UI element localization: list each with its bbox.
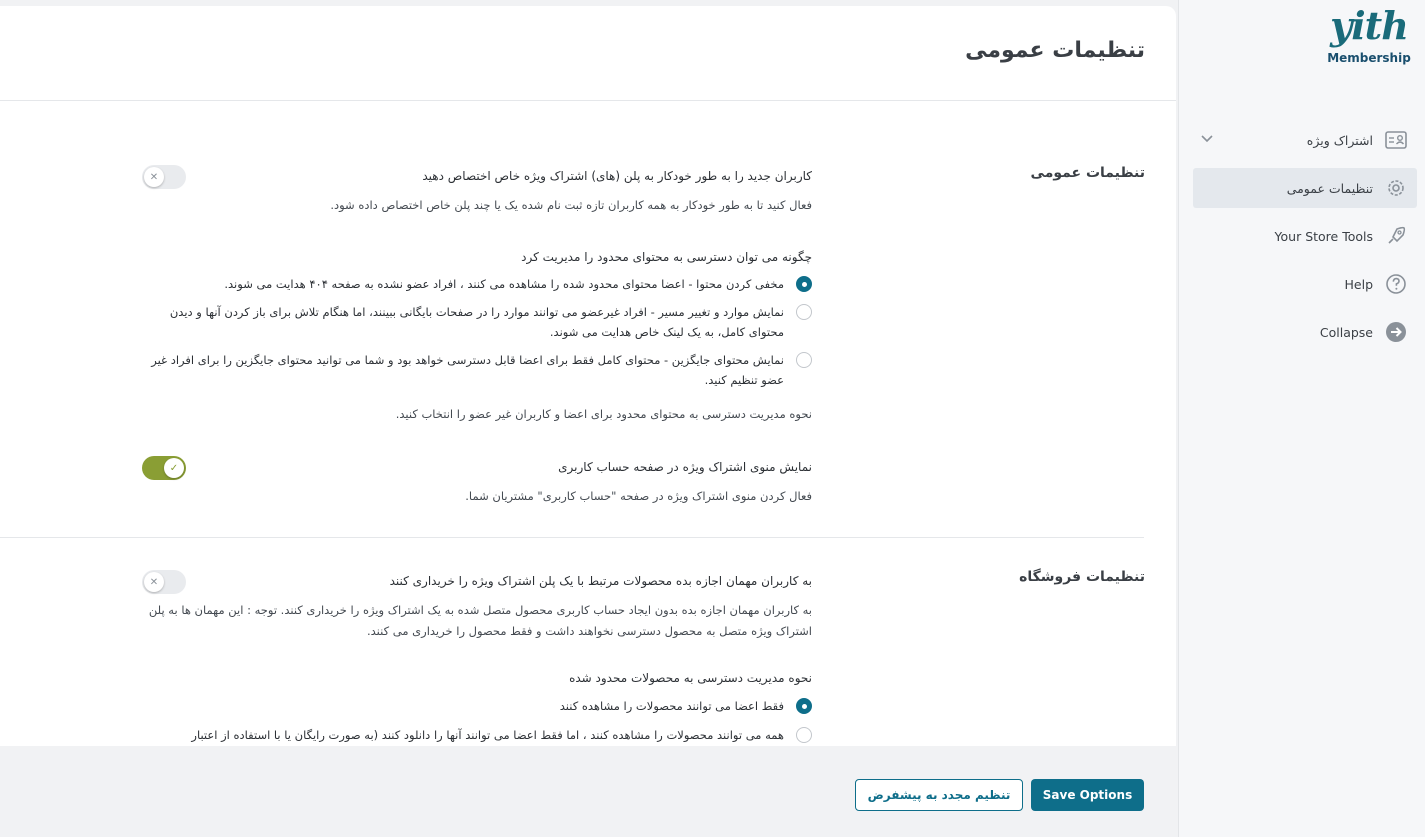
gear-icon — [1385, 177, 1407, 199]
logo-text: yith — [1330, 3, 1408, 48]
save-options-button[interactable]: Save Options — [1031, 779, 1144, 811]
divider — [0, 100, 1176, 101]
section-title-store: تنظیمات فروشگاه — [1019, 569, 1145, 585]
radio-option-members-only[interactable] — [132, 696, 812, 716]
account-menu-toggle[interactable] — [142, 456, 186, 480]
sidebar-item-collapse[interactable] — [1193, 312, 1417, 352]
radio-option-alternative-content[interactable] — [132, 350, 812, 390]
guest-purchase-description: به کاربران مهمان اجازه بده بدون ایجاد حساب کاربری محصول متصل شده به یک اشتراک ویژه را خریداری کنند. توجه : این مهمان ها به پلن اشتراک ویژه متصل به محصول دسترسی نخواهند داشت و فقط محصول را خریداری می کنند. — [148, 603, 812, 638]
sidebar-item-general-settings[interactable] — [1193, 168, 1417, 208]
arrow-circle-icon — [1385, 321, 1407, 343]
guest-purchase-toggle[interactable] — [142, 570, 186, 594]
page-title: تنظیمات عمومی — [965, 38, 1145, 63]
sidebar-nav — [1193, 120, 1417, 360]
settings-panel — [0, 6, 1176, 746]
radio-option-show-and-redirect[interactable] — [132, 302, 812, 342]
radio-button[interactable] — [796, 727, 812, 743]
reset-defaults-button[interactable]: تنظیم مجدد به پیشفرض — [855, 779, 1023, 811]
sidebar-item-label: اشتراک ویژه — [1306, 132, 1373, 148]
restricted-products-label: نحوه مدیریت دسترسی به محصولات محدود شده — [569, 671, 812, 685]
close-icon: ✕ — [144, 572, 164, 592]
sidebar-item-label: تنظیمات عمومی — [1286, 180, 1373, 196]
footer-actions — [0, 746, 1176, 837]
radio-option-label: نمایش موارد و تغییر مسیر - افراد غیرعضو می توانند موارد را در صفحات بایگانی ببینند، اما هنگام تلاش برای باز کردن آنها و دیدن محتوای کامل، به یک لینک خاص هدایت می شوند. — [169, 305, 784, 339]
radio-option-all-view[interactable] — [132, 725, 812, 745]
section-title-general: تنظیمات عمومی — [1030, 165, 1145, 181]
radio-option-label: نمایش محتوای جایگزین - محتوای کامل فقط برای اعضا قابل دسترسی خواهد بود و شما می توانید محتوای جایگزین را برای افراد غیر عضو تنظیم کنید. — [151, 353, 784, 387]
account-menu-label: نمایش منوی اشتراک ویژه در صفحه حساب کاربری — [558, 460, 812, 474]
radio-button[interactable] — [796, 352, 812, 368]
restricted-access-description: نحوه مدیریت دسترسی به محتوای محدود برای اعضا و کاربران غیر عضو را انتخاب کنید. — [395, 407, 812, 421]
yith-membership-logo[interactable] — [1319, 4, 1419, 66]
auto-assign-toggle[interactable] — [142, 165, 186, 189]
radio-button[interactable] — [796, 698, 812, 714]
close-icon: ✕ — [144, 167, 164, 187]
auto-assign-description: فعال کنید تا به طور خودکار به همه کاربران تازه ثبت نام شده یک یا چند پلن خاص اختصاص داده شود. — [330, 198, 812, 212]
radio-option-label: فقط اعضا می توانند محصولات را مشاهده کنند — [559, 699, 784, 713]
chevron-down-icon[interactable] — [1201, 132, 1213, 146]
logo-product-name: Membership — [1327, 51, 1411, 65]
account-menu-description: فعال کردن منوی اشتراک ویژه در صفحه "حساب کاربری" مشتریان شما. — [465, 489, 812, 503]
auto-assign-label: کاربران جدید را به طور خودکار به پلن (های) اشتراک ویژه خاص اختصاص دهید — [422, 169, 812, 183]
radio-option-label: همه می توانند محصولات را مشاهده کنند ، اما فقط اعضا می توانند آنها را دانلود کنند (به صورت رایگان یا با استفاده از اعتبار — [191, 728, 784, 742]
sidebar-item-label: Collapse — [1319, 324, 1373, 340]
help-circle-icon — [1385, 273, 1407, 295]
sidebar-item-help[interactable] — [1193, 264, 1417, 304]
sidebar-item-membership[interactable] — [1193, 120, 1417, 160]
guest-purchase-label: به کاربران مهمان اجازه بده محصولات مرتبط با یک پلن اشتراک ویژه را خریداری کنند — [389, 574, 812, 588]
check-icon: ✓ — [164, 458, 184, 478]
id-card-icon — [1385, 129, 1407, 151]
radio-button[interactable] — [796, 276, 812, 292]
sidebar — [1178, 0, 1425, 837]
radio-option-hide-content[interactable] — [132, 274, 812, 294]
restricted-access-label: چگونه می توان دسترسی به محتوای محدود را مدیریت کرد — [521, 250, 812, 264]
radio-option-label: مخفی کردن محتوا - اعضا محتوای محدود شده را مشاهده می کنند ، افراد عضو نشده به صفحه ۴۰۴ هدایت می شوند. — [224, 277, 784, 291]
divider — [0, 537, 1144, 538]
sidebar-item-label: Your Store Tools — [1274, 228, 1373, 244]
rocket-icon — [1385, 225, 1407, 247]
sidebar-item-label: Help — [1344, 276, 1373, 292]
sidebar-item-store-tools[interactable] — [1193, 216, 1417, 256]
radio-button[interactable] — [796, 304, 812, 320]
